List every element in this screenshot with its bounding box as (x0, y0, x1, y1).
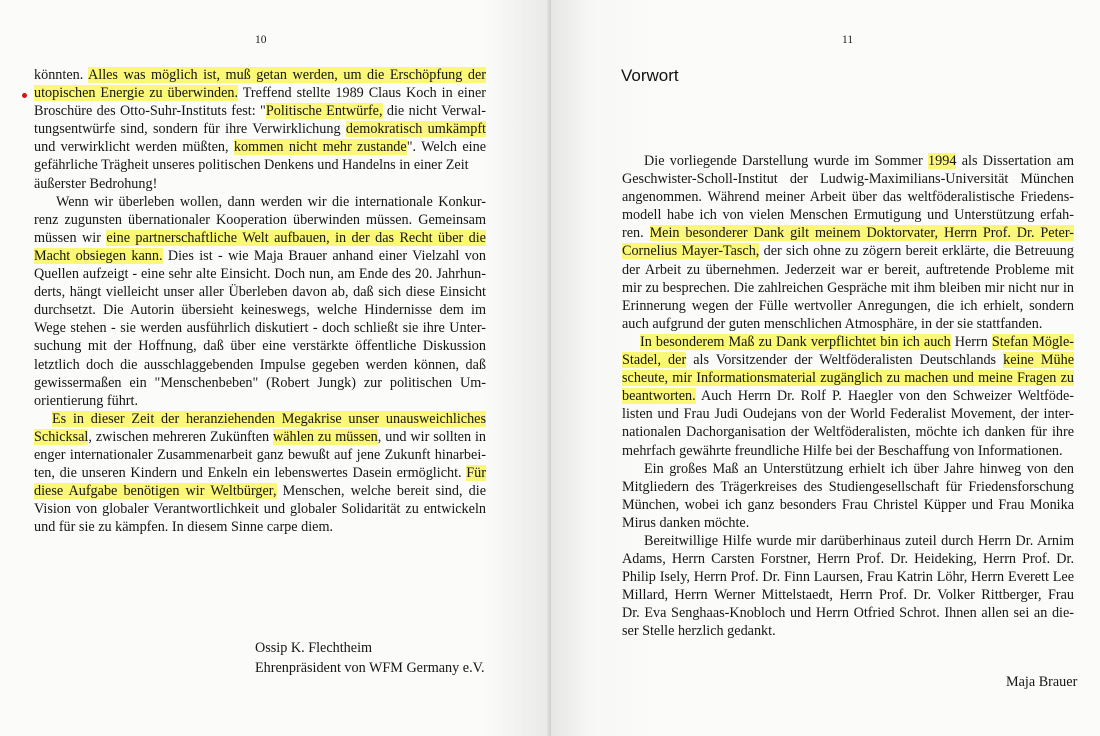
text-segment: als Vorsitzender der Weltföderalisten Deutschlands (686, 352, 1004, 369)
text-segment: Millard, Herrn Werner Mittelstaedt, Herrn Prof. Dr. Volker Rittberger, Frau (622, 587, 1074, 604)
text-segment: , und wir sollten in (377, 428, 487, 445)
text-segment: Geschwister-Scholl-Institut der Ludwig-Maximilians-Universität München (622, 171, 1074, 188)
text-line (34, 84, 486, 102)
text-segment: der sich ohne zu zögern bereit erklärte, die Betreuung (759, 243, 1074, 260)
text-line (34, 156, 486, 174)
text-line (622, 405, 1074, 423)
highlighted-text: utopischen Energie zu überwinden. (34, 85, 239, 102)
signature-title: Ehrenpräsident von WFM Germany e.V. (255, 660, 485, 676)
text-segment: renz zugunsten übernationaler Kooperation überwinden müssen. Gemeinsam (34, 211, 486, 228)
highlighted-text: diese Aufgabe benötigen wir Weltbürger, (34, 483, 277, 500)
left-body-text (34, 66, 486, 536)
text-segment: modell habe ich von vielen Menschen Ermutigung und Unterstützung erfah- (622, 207, 1074, 224)
text-segment: listen und Frau Judi Oudejans von der World Federalist Movement, der inter- (622, 406, 1074, 423)
text-line (34, 446, 486, 464)
highlighted-text: Stadel, der (622, 352, 687, 369)
text-segment: ". Welch eine (406, 139, 486, 156)
text-segment: müssen wir (34, 229, 107, 246)
text-segment: Broschüre des Otto-Suhr-Instituts fest: " (34, 103, 266, 120)
text-line (34, 500, 486, 518)
author-signature: Maja Brauer (1006, 674, 1078, 690)
highlighted-text: demokratisch umkämpft (345, 121, 486, 138)
highlighted-text: kommen nicht mehr zustande (233, 139, 407, 156)
text-segment: Treffend stellte 1989 Claus Koch in einer (238, 85, 486, 102)
text-segment: derts, hängt vielleicht unser aller Überleben davon ab, daß sich diese Einsicht (34, 284, 486, 301)
page-number-left: 10 (255, 34, 267, 46)
text-segment: , zwischen mehreren Zukünften (88, 428, 274, 445)
highlighted-text: Alles was möglich ist, muß getan werden, um die Erschöpfung der (88, 67, 486, 83)
text-line (622, 333, 1074, 351)
text-line (34, 392, 486, 410)
text-line (622, 460, 1074, 478)
text-line (34, 66, 486, 84)
text-line (622, 442, 1074, 460)
text-segment: orientierung führt. (34, 392, 139, 409)
text-line (622, 206, 1074, 224)
text-line (622, 369, 1074, 387)
highlighted-text: Für (466, 465, 486, 482)
text-segment: ten, die unseren Kindern und Enkeln ein lebenswertes Dasein ermöglicht. (34, 465, 467, 482)
text-segment: mehrfach gewährte freundliche Hilfe bei der Beschaffung von Informationen. (622, 442, 1063, 459)
text-segment: und verwirklicht werden müßten, (34, 139, 234, 156)
text-segment: suchung mit der Hoffnung, daß über eine verstärkte öffentliche Diskussion (34, 338, 486, 355)
text-line (34, 319, 486, 337)
text-line (622, 568, 1074, 586)
highlighted-text: scheute, mir Informationsmaterial zugänglich zu machen und meine Fragen zu (622, 370, 1074, 387)
text-line (34, 138, 486, 156)
highlighted-text: Es in dieser Zeit der heranziehenden (52, 410, 282, 427)
text-line (622, 604, 1074, 622)
text-segment: gewissermaßen ein "Menschenbeben" (Robert Jungk) zur politischen Um- (34, 374, 486, 391)
text-segment: ser Stelle herzlich gedankt. (622, 623, 776, 640)
text-line (622, 496, 1074, 514)
highlighted-text: keine Mühe (1003, 352, 1074, 369)
section-heading: Vorwort (621, 66, 679, 85)
text-segment: Auch Herrn Dr. Rolf P. Haegler von den Schweizer Weltföde- (695, 388, 1074, 405)
text-segment: als Dissertation am (956, 153, 1074, 169)
text-line (622, 514, 1074, 532)
text-line (34, 247, 486, 265)
text-line (34, 374, 486, 392)
text-segment: Wenn wir überleben wollen, dann werden wir die internationale Konkur- (56, 193, 486, 210)
highlighted-text: Macht obsiegen kann. (34, 247, 163, 264)
text-segment: durchsetzt. Die Autorin übersieht keineswegs, welche Hindernisse dem im (34, 302, 486, 319)
text-segment: Dr. Eva Senghaas-Knobloch und Herrn Otfried Schrot. Ihnen allen sei an die- (622, 605, 1074, 622)
right-body-text (622, 152, 1074, 641)
text-segment: Erinnerung wegen der Fülle wertvoller Anregungen, die ich erhielt, sondern (622, 297, 1074, 314)
text-segment: Mirus danken möchte. (622, 514, 750, 531)
highlighted-text: unser unausweichliches (341, 410, 486, 427)
text-segment: Adams, Herrn Carsten Forstner, Herrn Prof. Dr. Heideking, Herrn Prof. Dr. (622, 551, 1074, 568)
text-line (34, 356, 486, 374)
text-segment: Philip Isely, Herrn Prof. Dr. Finn Laursen, Frau Katrin Löhr, Herrn Everett Lee (622, 569, 1074, 586)
text-line (622, 188, 1074, 206)
text-line (622, 387, 1074, 405)
text-line (34, 102, 486, 120)
text-segment: Die vorliegende Darstellung wurde im Sommer (644, 153, 929, 169)
text-segment: Mitgliedern des Trägerkreises des Studiengesellschaft für Friedensforschung (622, 478, 1074, 495)
text-line (34, 337, 486, 355)
text-line (622, 586, 1074, 604)
text-segment: Wege stehen - sie werden ausführlich diskutiert - doch schließt sie ihre Unter- (34, 320, 486, 337)
text-line (622, 315, 1074, 333)
highlighted-text: In besonderem Maß zu Dank verpflichtet bin ich auch (640, 333, 951, 350)
highlighted-text: wählen zu müssen (273, 428, 378, 445)
text-line (622, 224, 1074, 242)
highlighted-text: Politische Entwürfe, (265, 103, 383, 120)
red-pen-mark (22, 93, 27, 98)
text-segment: mir zu besprechen. Die zahlreichen Gespräche mit ihm bleiben mir nicht nur in (622, 279, 1074, 296)
text-segment: Menschen, welche bereit sind, die (276, 483, 487, 500)
text-line (34, 211, 486, 229)
text-segment: Bereitwillige Hilfe wurde mir darüberhinaus zuteil durch Herrn Dr. Arnim (644, 532, 1074, 549)
right-page (551, 0, 1100, 736)
highlighted-text: Mein besonderer Dank gilt meinem Doktorvater, Herrn Prof. Dr. Peter- (649, 225, 1075, 242)
text-line (34, 229, 486, 247)
text-segment: München, wobei ich ganz besonders Frau Christel Küpper und Frau Monika (622, 496, 1074, 513)
text-line (622, 550, 1074, 568)
text-segment: Herrn (950, 333, 992, 350)
text-line (622, 279, 1074, 297)
text-segment: und für sie zu kämpfen. In diesem Sinne carpe diem. (34, 519, 334, 536)
text-line (622, 478, 1074, 496)
text-line (622, 261, 1074, 279)
text-segment: könnten. (34, 67, 88, 83)
text-segment: angenommen. Während meiner Arbeit über das weltföderalistische Friedens- (622, 189, 1074, 206)
text-segment: auch aufgrund der guten menschlichen Atmosphäre, in der sie stattfanden. (622, 315, 1043, 332)
text-segment: enger internationaler Zusammenarbeit ganz bewußt auf jene Zukunft hinarbei- (34, 446, 486, 463)
highlighted-text: Megakrise (281, 410, 342, 427)
text-line (34, 193, 486, 211)
text-line (622, 423, 1074, 441)
text-segment: Vision von globaler Verantwortlichkeit und globaler Solidarität zu entwickeln (34, 501, 486, 518)
text-segment: die nicht Verwal- (382, 103, 486, 120)
text-line (622, 297, 1074, 315)
highlighted-text: Cornelius Mayer-Tasch, (622, 243, 760, 260)
text-line (34, 410, 486, 428)
signature-name: Ossip K. Flechtheim (255, 640, 373, 656)
text-segment: tungsentwürfe sind, sondern für ihre Verwirklichung (34, 121, 346, 138)
text-line (34, 120, 486, 138)
text-line (34, 464, 486, 482)
text-line (622, 622, 1074, 640)
highlighted-text: eine partnerschaftliche Welt aufbauen, in der das Recht über die (106, 229, 486, 246)
text-line (34, 428, 486, 446)
text-segment: Quellen aufzeigt - eine sehr alte Einsicht. Doch nun, am Ende des 20. Jahrhun- (34, 266, 486, 283)
text-line (622, 242, 1074, 260)
text-segment: gefährliche Trägheit unseres politischen Denkens und Handelns in einer Zeit (34, 157, 469, 174)
text-line (34, 301, 486, 319)
highlighted-text: Stefan Mögle- (991, 333, 1075, 350)
text-line (622, 152, 1074, 170)
text-line (34, 518, 486, 536)
text-line (34, 265, 486, 283)
text-line (622, 351, 1074, 369)
text-segment: ren. (622, 225, 650, 242)
text-segment: äußerster Bedrohung! (34, 175, 158, 192)
highlighted-text: beantworten. (622, 388, 696, 405)
text-segment: nationalen Dachorganisation der Weltföderalisten, möchte ich danken für ihre (622, 424, 1074, 441)
text-segment: Dies ist - wie Maja Brauer anhand einer Vielzahl von (162, 247, 486, 264)
text-line (34, 175, 486, 193)
highlighted-text: Schicksal (34, 428, 89, 445)
text-segment: letztlich doch die ausschlaggebenden Impulse gegeben werden können, daß (34, 356, 486, 373)
page-number-right: 11 (842, 34, 854, 46)
text-segment: der Arbeit zu übernehmen. Jederzeit war er bereit, auftretende Probleme mit (622, 261, 1074, 278)
text-line (34, 482, 486, 500)
text-line (622, 170, 1074, 188)
text-segment: Ein großes Maß an Unterstützung erhielt ich über Jahre hinweg von den (644, 460, 1074, 477)
highlighted-text: 1994 (928, 153, 957, 169)
text-line (34, 283, 486, 301)
text-line (622, 532, 1074, 550)
